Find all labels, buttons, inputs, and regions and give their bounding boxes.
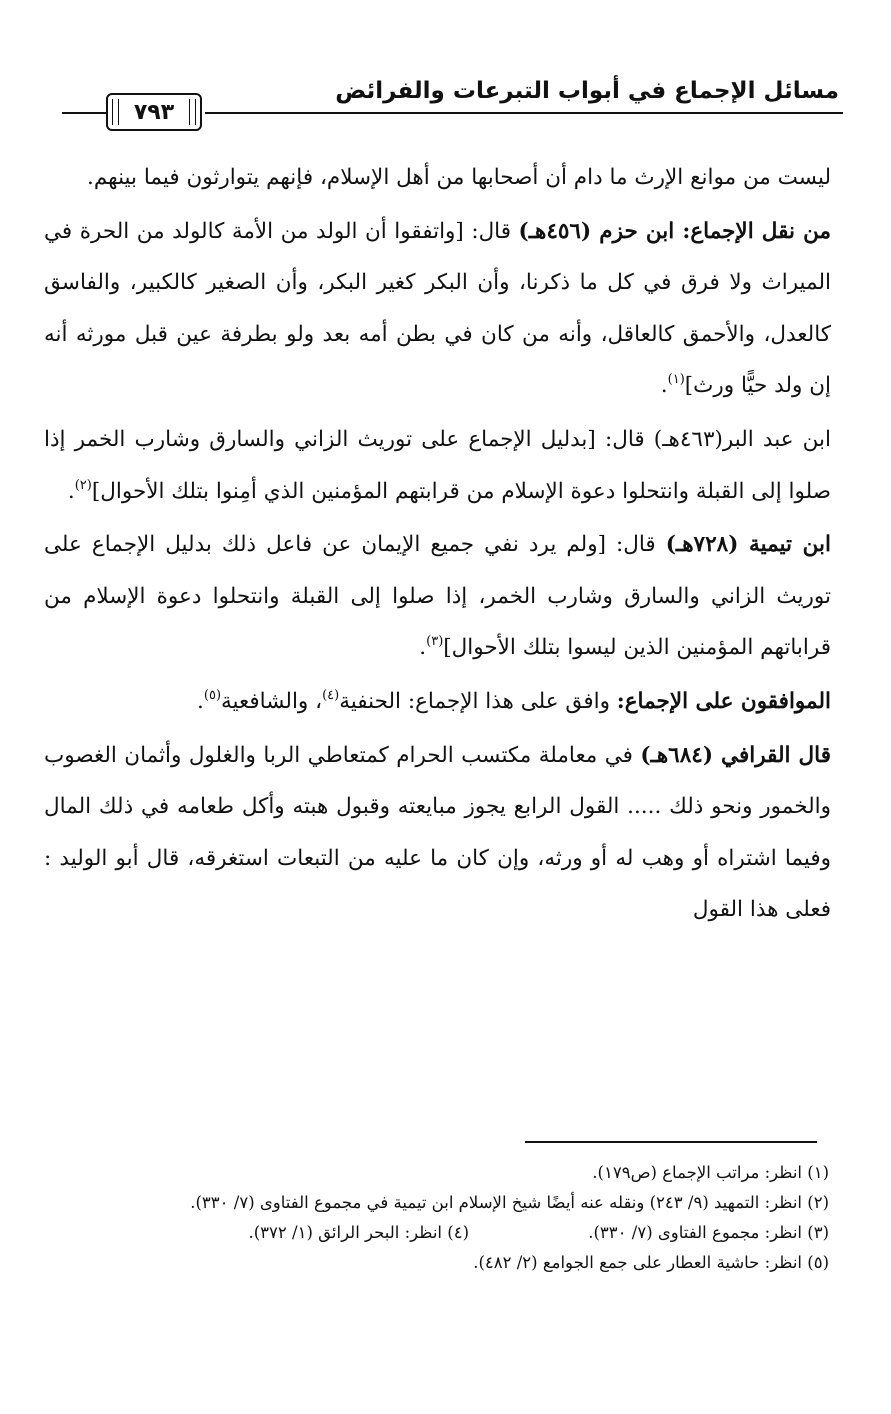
header-rule-left: [62, 112, 106, 114]
page-number-badge: [106, 93, 202, 131]
paragraph-2-text: قال: [واتفقوا أن الولد من الأمة كالولد من الحرة في الميراث ولا فرق في كل ما ذكرنا، وأن البكر كغير البكر، وأن الصغير كالكبير، والفاسق كالعدل، والأحمق كالعاقل، وأنه من كان في بطن أمه بعد ولو بطرفة عين قبل مورثه أنه إن ولد حيًّا ورث]: [44, 218, 831, 399]
paragraph-4-lead: ابن تيمية (٧٢٨هـ): [665, 532, 831, 558]
paragraph-1: [44, 152, 831, 204]
footnote-5: (٥) انظر: حاشية العطار على جمع الجوامع (٢/ ٤٨٢).: [473, 1253, 829, 1272]
paragraph-3-text: ابن عبد البر(٤٦٣هـ) قال: [بدليل الإجماع على توريث الزاني والسارق وشارب الخمر إذا صلوا إلى القبلة وانتحلوا دعوة الإسلام من قرابتهم المؤمنين الذي أمِنوا بتلك الأحوال]: [44, 426, 832, 504]
footnote-2: (٢) انظر: التمهيد (٩/ ٢٤٣) ونقله عنه أيضًا شيخ الإسلام ابن تيمية في مجموع الفتاوى (٧/ ٣٣٠).: [190, 1193, 829, 1212]
footnote-ref-5[interactable]: (٥): [203, 687, 222, 703]
paragraph-4: [44, 519, 831, 674]
paragraph-3: [44, 414, 831, 517]
footnote-ref-4[interactable]: (٤): [322, 687, 340, 703]
paragraph-4-text: قال: [ولم يرد نفي جميع الإيمان عن فاعل ذلك بدليل الإجماع على توريث الزاني والسارق وشارب الخمر، إذا صلوا إلى القبلة وانتحلوا دعوة الإسلام من قراباتهم المؤمنين الذين ليسوا بتلك الأحوال]: [44, 532, 831, 661]
paragraph-2-end: .: [660, 373, 668, 399]
paragraph-1-text: ليست من موانع الإرث ما دام أن أصحابها من أهل الإسلام، فإنهم يتوارثون فيما بينهم.: [87, 165, 831, 190]
page-number: ٧٩٣: [133, 99, 175, 125]
footnote-row: [44, 1218, 829, 1248]
footnotes: [44, 1158, 829, 1278]
footnote-separator: [525, 1141, 817, 1143]
paragraph-2-lead: من نقل الإجماع: ابن حزم (٤٥٦هـ): [518, 218, 831, 244]
paragraph-6-text: في معاملة مكتسب الحرام كمتعاطي الربا والغلول وأثمان الغصوب والخمور ونحو ذلك ..... القول الرابع يجوز مبايعته وقبول هبته وأكل طعامه في ذلك المال وفيما اشتراه أو وهب له أو ورثه، وإن كان ما عليه من التبعات استغرقه، قال أبو الوليد : فعلى هذا القول: [44, 742, 831, 923]
paragraph-3-end: .: [67, 478, 75, 504]
footnote-ref-2[interactable]: (٢): [74, 477, 92, 493]
paragraph-6: [44, 730, 831, 936]
paragraph-5-end: .: [197, 688, 204, 714]
footnote-4: (٤) انظر: البحر الرائق (١/ ٣٧٢).: [248, 1223, 469, 1242]
paragraph-2: [44, 206, 831, 412]
footnote-ref-1[interactable]: (١): [667, 372, 685, 388]
header-rule: [205, 112, 843, 114]
paragraph-5-lead: الموافقون على الإجماع:: [616, 688, 831, 714]
body-text: [44, 152, 831, 936]
paragraph-5-text: وافق على هذا الإجماع: الحنفية: [339, 688, 617, 714]
footnote-3: (٣) انظر: مجموع الفتاوى (٧/ ٣٣٠).: [588, 1223, 829, 1242]
paragraph-5: [44, 676, 831, 728]
running-header-title: مسائل الإجماع في أبواب التبرعات والفرائض: [335, 78, 839, 104]
paragraph-4-end: .: [419, 635, 427, 661]
paragraph-5-text2: ، والشافعية: [221, 688, 323, 714]
footnote-ref-3[interactable]: (٣): [426, 634, 444, 650]
footnote-1: (١) انظر: مراتب الإجماع (ص١٧٩).: [592, 1163, 829, 1182]
paragraph-6-lead: قال القرافي (٦٨٤هـ): [640, 742, 831, 768]
